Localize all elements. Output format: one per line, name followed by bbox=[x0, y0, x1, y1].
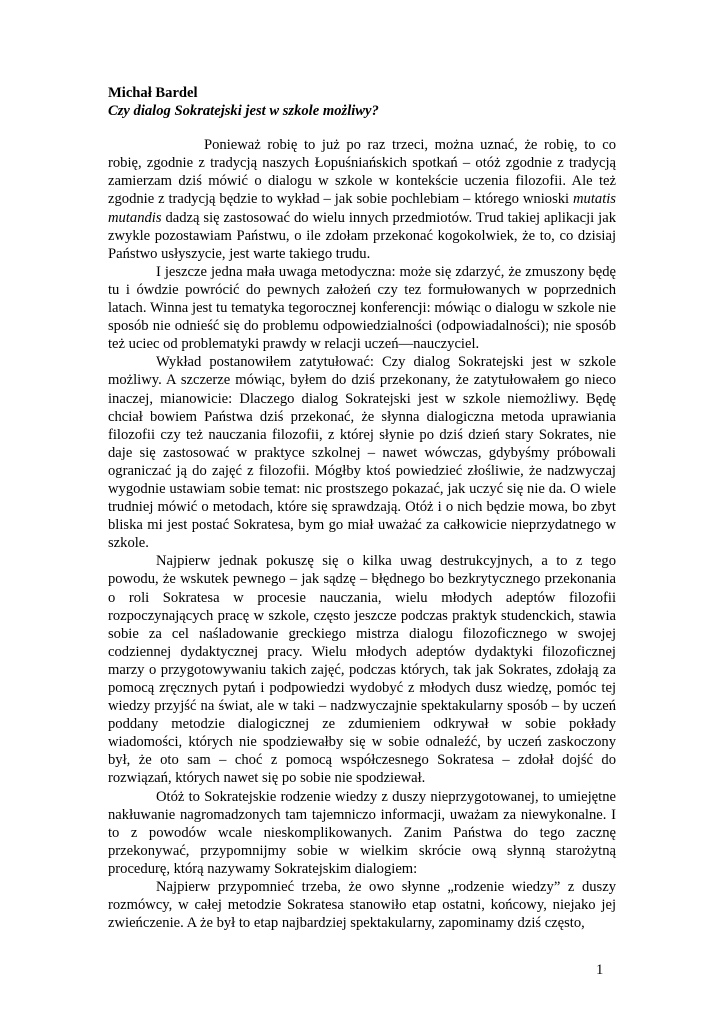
paragraph-text: Ponieważ robię to już po raz trzeci, można uznać, że robię, to co robię, zgodnie z tradycją naszych Łopuśniańskich spotkań – otóż zgodnie z tradycją zamierzam dziś mówić o dialogu w szkole w kontekście uczenia filozofii. Ale też zgodnie z tradycją będzie to wykład – jak sobie pochlebiam – którego wnioski bbox=[108, 137, 616, 208]
document-title: Czy dialog Sokratejski jest w szkole możliwy? bbox=[108, 103, 379, 120]
paragraph-final-stage: Najpierw przypomnieć trzeba, że owo słynne „rodzenie wiedzy” z duszy rozmówcy, w całej metodzie Sokratesa stanowiło etap ostatni, końcowy, niejako jej zwieńczenie. A że był to etap najbardziej spektakularny, zapominamy dziś często, bbox=[108, 879, 616, 932]
paragraph-destructive-remarks: Najpierw jednak pokuszę się o kilka uwag destrukcyjnych, a to z tego powodu, że wskutek pewnego – jak sądzę – błędnego bo bezkrytycznego przekonania o roli Sokratesa w procesie nauczania, wielu młodych adeptów filozofii rozpoczynających pracę w szkole, często jeszcze podczas praktyk studenckich, stawia sobie za cel naśladowanie greckiego mistrza dialogu filozoficznego w swojej codziennej dydaktycznej pracy. Wielu młodych adeptów dydaktyki filozoficznej marzy o przygotowywaniu takich zajęć, podczas których, tak jak Sokrates, zdołają za pomocą zręcznych pytań i podpowiedzi wydobyć z młodych dusz wiedzę, pomóc tej wiedzy przyjść na świat, ale w taki – nadzwyczajnie spektakularny sposób – by uczeń poddany metodzie dialogicznej ze zdumieniem odkrywał w sobie pokłady wiadomości, których nie spodziewałby się w sobie odnaleźć, by uczeń zaskoczony był, że oto sam – choć z pomocą współczesnego Sokratesa – zdołał dojść do rozwiązań, których nawet się po sobie nie spodziewał. bbox=[108, 553, 616, 787]
paragraph-intro bbox=[108, 136, 616, 263]
latin-phrase: mutatis mutandis bbox=[108, 191, 616, 226]
document-page bbox=[108, 84, 616, 932]
paragraph-lecture-title: Wykład postanowiłem zatytułować: Czy dialog Sokratejski jest w szkole możliwy. A szczerze mówiąc, byłem do dziś przekonany, że zatytułowałem go nieco inaczej, mianowicie: Dlaczego dialog Sokratejski jest w szkole niemożliwy. Będę chciał bowiem Państwa dziś przekonać, że słynna dialogiczna metoda uprawiania filozofii czy też nauczania filozofii, z której słynie po dziś dzień stary Sokrates, nie daje się zastosować w praktyce szkolnej – nawet wówczas, gdybyśmy próbowali ograniczać ją do zajęć z filozofii. Mógłby ktoś powiedzieć złośliwie, że nadzwyczaj wygodnie ustawiam sobie temat: nic prostszego pokazać, jak uczyć się nie da. O wiele trudniej mówić o metodach, które się sprawdzają. Otóż i o nich będzie mowa, bo zbyt bliska mi jest postać Sokratesa, bym go miał uważać za całkowicie nieprzydatnego w szkole. bbox=[108, 354, 616, 552]
author-name: Michał Bardel bbox=[108, 85, 198, 101]
paragraph-methodology-note: I jeszcze jedna mała uwaga metodyczna: może się zdarzyć, że zmuszony będę tu i ówdzie powrócić do pewnych założeń czy tez formułowanych w poprzednich latach. Winna jest tu tematyka tegorocznej konferencji: mówiąc o dialogu w szkole nie sposób nie odnieść się do problemu odpowiedzialności (odpowiadalności); nie sposób też uciec od problematyki prawdy w relacji uczeń—nauczyciel. bbox=[108, 263, 616, 353]
page-number: 1 bbox=[596, 962, 604, 978]
paragraph-text: dadzą się zastosować do wielu innych przedmiotów. Trud takiej aplikacji jak zwykle pozostawiam Państwu, o ile zdołam przekonać kogokolwiek, że to, co dzisiaj Państwo usłyszycie, jest warte takiego trudu. bbox=[108, 209, 616, 262]
paragraph-socratic-birth: Otóż to Sokratejskie rodzenie wiedzy z duszy nieprzygotowanej, to umiejętne nakłuwanie nagromadzonych tam tajemniczo informacji, uważam za niewykonalne. I to z powodów wcale nieskomplikowanych. Zanim Państwa do tego zacznę przekonywać, przypomnijmy sobie w wielkim skrócie ową słynną starożytną procedurę, którą nazywamy Sokratejskim dialogiem: bbox=[108, 788, 616, 877]
